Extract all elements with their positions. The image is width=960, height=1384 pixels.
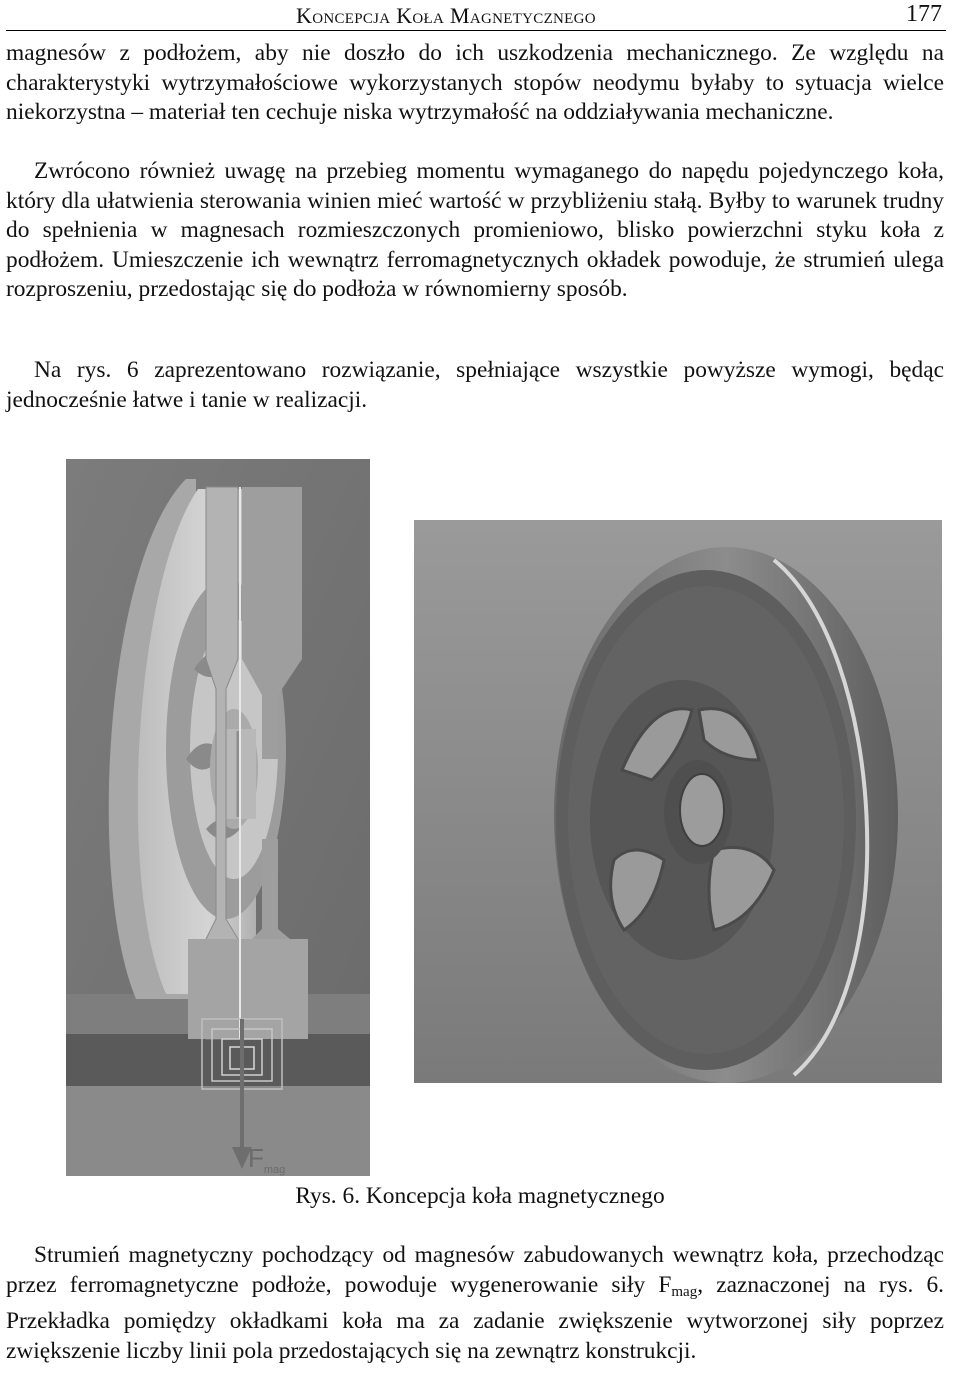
paragraph-1: magnesów z podłożem, aby nie doszło do ich uszkodzenia mechanicznego. Ze względu na charakterystyki wytrzymałościowe wykorzystanych stopów neodymu byłaby to sytuacja wielce niekorzystna – materiał ten cechuje niska wytrzymałość na oddziaływania mechaniczne.	[6, 40, 944, 126]
force-label	[248, 1143, 285, 1176]
wheel-cross-section-image	[66, 459, 370, 1176]
wheel-3d-image	[414, 520, 942, 1083]
paragraph-3: Na rys. 6 zaprezentowano rozwiązanie, spełniające wszystkie powyższe wymogi, będąc jednocześnie łatwe i tanie w realizacji.	[6, 357, 944, 413]
fmag-subscript: mag	[671, 1283, 698, 1300]
running-title: Koncepcja Koła Magnetycznego	[296, 3, 596, 28]
force-subscript: mag	[263, 1164, 286, 1177]
paragraph-4	[6, 1241, 944, 1366]
paragraph-4-part-2: , zaznaczonej na rys. 6. Przekładka pomiędzy okładkami koła ma za zadanie zwiększenie wytworzonej siły poprzez zwiększenie liczby linii pola przedostających się na zewnątrz konstrukcji.	[6, 1271, 944, 1364]
force-letter: F	[248, 1143, 264, 1173]
page-number: 177	[906, 1, 942, 27]
paragraph-2: Zwrócono również uwagę na przebieg momentu wymaganego do napędu pojedynczego koła, który dla ułatwienia sterowania winien mieć wartość w przybliżeniu stałą. Byłby to warunek trudny do spełnienia w magnesach rozmieszczonych promieniowo, blisko powierzchni styku koła z podłożem. Umieszczenie ich wewnątrz ferromagnetycznych okładek powoduje, że strumień ulega rozproszeniu, przedostając się do podłoża w równomierny sposób.	[6, 158, 944, 303]
figure-caption: Rys. 6. Koncepcja koła magnetycznego	[295, 1183, 665, 1209]
page-header	[6, 0, 946, 31]
paragraph-4-part-1: Strumień magnetyczny pochodzący od magnesów zabudowanych wewnątrz koła, przechodząc przez ferromagnetyczne podłoże, powoduje wygenerowanie siły F	[6, 1242, 944, 1298]
